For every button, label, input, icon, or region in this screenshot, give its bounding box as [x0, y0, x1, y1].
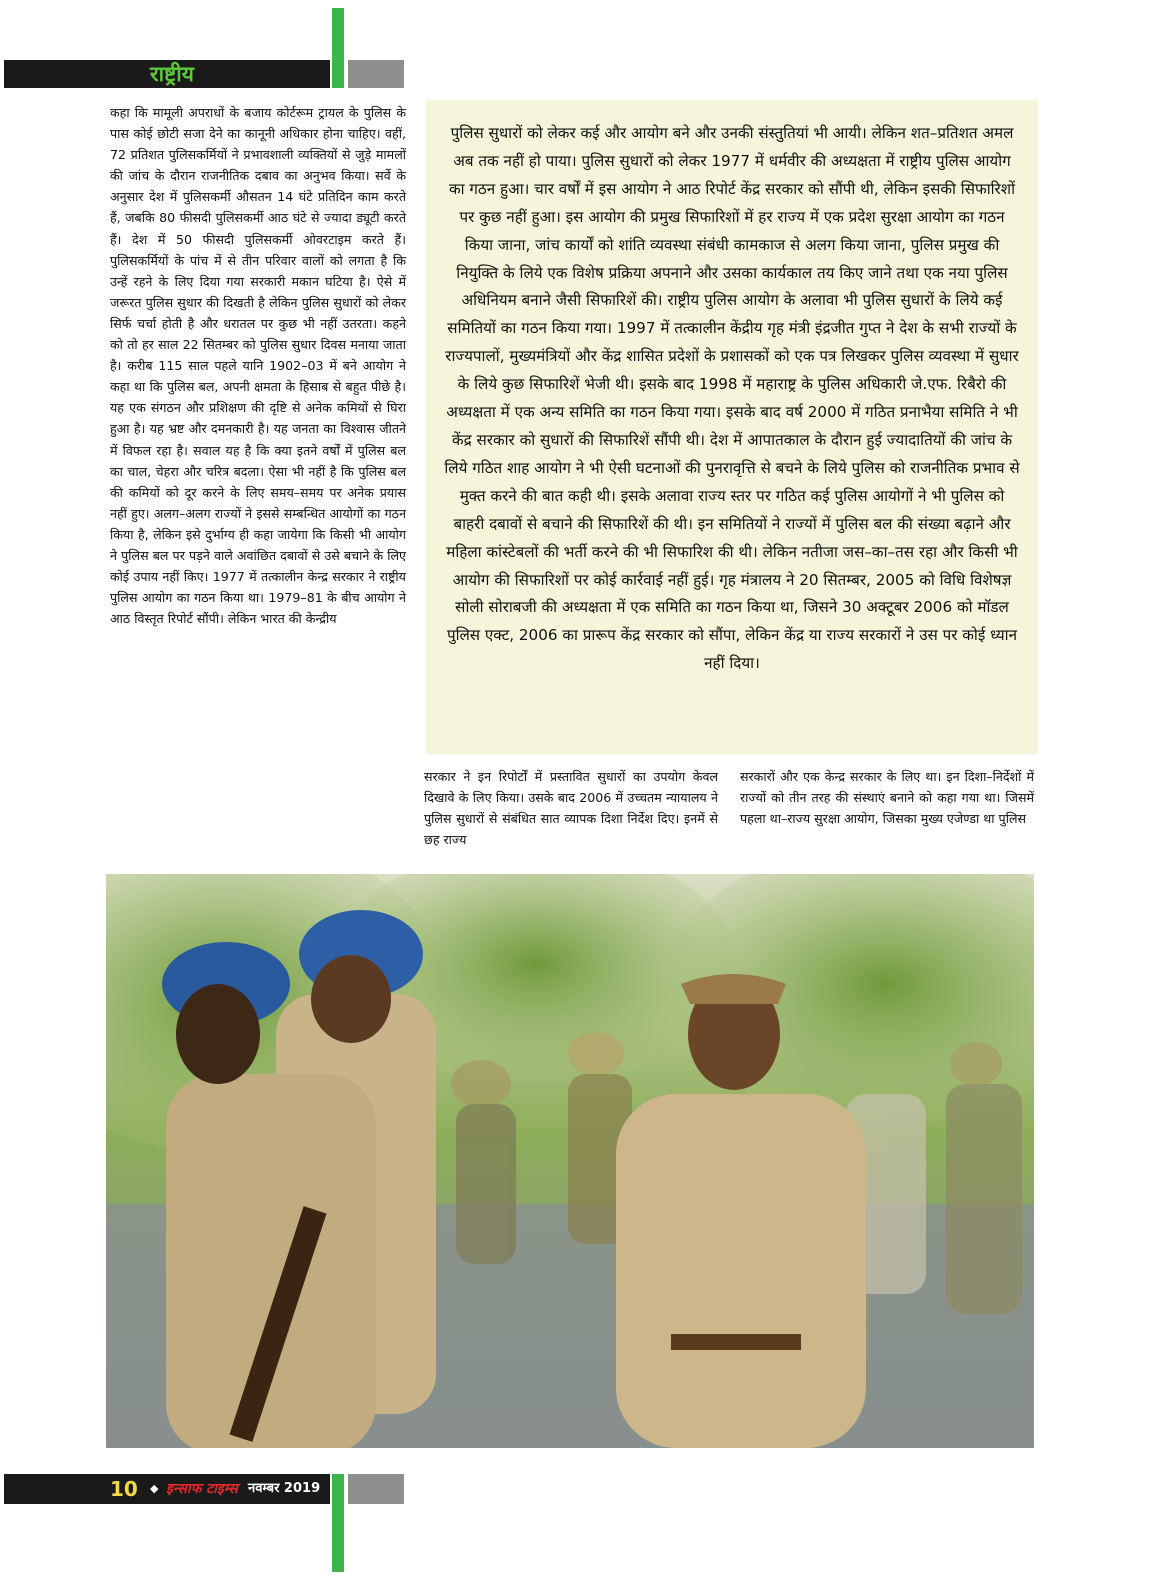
highlight-box	[426, 100, 1038, 754]
magazine-logo: इन्साफ टाइम्स	[166, 1481, 238, 1497]
page-number: 10	[110, 1477, 138, 1501]
footer-green-accent	[332, 1474, 344, 1572]
police-photo	[106, 874, 1034, 1448]
highlight-box-text: पुलिस सुधारों को लेकर कई और आयोग बने और उनकी संस्तुतियां भी आयी। लेकिन शत–प्रतिशत अमल अब तक नहीं हो पाया। पुलिस सुधारों को लेकर 1977 में धर्मवीर की अध्यक्षता में राष्ट्रीय पुलिस आयोग का गठन हुआ। चार वर्षों में इस आयोग ने आठ रिपोर्ट केंद्र सरकार को सौंपी थी, लेकिन इसकी सिफारिशों पर कुछ नहीं हुआ। इस आयोग की प्रमुख सिफारिशों में हर राज्य में एक प्रदेश सुरक्षा आयोग का गठन किया जाना, जांच कार्यों को शांति व्यवस्था संबंधी कामकाज से अलग किया जाना, पुलिस प्रमुख की नियुक्ति के लिये एक विशेष प्रक्रिया अपनाने और उसका कार्यकाल तय किए जाने तथा एक नया पुलिस अधिनियम बनाने जैसी सिफारिशें की। राष्ट्रीय पुलिस आयोग के अलावा भी पुलिस सुधारों के लिये कई समितियों का गठन किया गया। 1997 में तत्कालीन केंद्रीय गृह मंत्री इंद्रजीत गुप्त ने देश के सभी राज्यों के राज्यपालों, मुख्यमंत्रियों और केंद्र शासित प्रदेशों के प्रशासकों को एक पत्र लिखकर पुलिस व्यवस्था में सुधार के लिये कुछ सिफारिशें भेजी थी। इसके बाद 1998 में महाराष्ट्र के पुलिस अधिकारी जे.एफ. रिबैरो की अध्यक्षता में एक अन्य समिति का गठन किया गया। इसके बाद वर्ष 2000 में गठित प्रनाभैया समिति ने भी केंद्र सरकार को सुधारों की सिफारिशें सौंपी थी। देश में आपातकाल के दौरान हुई ज्यादातियों की जांच के लिये गठित शाह आयोग ने भी ऐसी घटनाओं की पुनरावृत्ति से बचने के लिये पुलिस को राजनीतिक प्रभाव से मुक्त करने की बात कही थी। इसके अलावा राज्य स्तर पर गठित कई पुलिस आयोगों ने भी पुलिस को बाहरी दबावों से बचाने की सिफारिशें की थी। इन समितियों ने राज्यों में पुलिस बल की संख्या बढ़ाने और महिला कांस्टेबलों की भर्ती करने की भी सिफारिश की थी। लेकिन नतीजा जस–का–तस रहा और किसी भी आयोग की सिफारिशों पर कोई कार्रवाई नहीं हुई। गृह मंत्रालय ने 20 सितम्बर, 2005 को विधि विशेषज्ञ सोली सोराबजी की अध्यक्षता में एक समिति का गठन किया था, जिसने 30 अक्टूबर 2006 को मॉडल पुलिस एक्ट, 2006 का प्रारूप केंद्र सरकार को सौंपा, लेकिन केंद्र या राज्य सरकारों ने उस पर कोई ध्यान नहीं दिया।	[444, 124, 1020, 673]
footer-separator: ◆	[150, 1482, 159, 1495]
footer-grey-block	[348, 1474, 404, 1504]
issue-date: नवम्बर 2019	[248, 1481, 321, 1496]
header-green-accent	[332, 8, 344, 88]
section-title: राष्ट्रीय	[150, 62, 194, 86]
left-column-text: कहा कि मामूली अपराधों के बजाय कोर्टरूम ट्रायल के पुलिस के पास कोई छोटी सजा देने का कानूनी अधिकार होना चाहिए। वहीं, 72 प्रतिशत पुलिसकर्मियों ने प्रभावशाली व्यक्तियों से जुड़े मामलों की जांच के दौरान राजनीतिक दबाव का अनुभव किया। सर्वे के अनुसार देश में पुलिसकर्मी औसतन 14 घंटे प्रतिदिन काम करते हैं, जबकि 80 फीसदी पुलिसकर्मी आठ घंटे से ज्यादा ड्यूटी करते हैं। देश में 50 फीसदी पुलिसकर्मी ओवरटाइम करते हैं। पुलिसकर्मियों के पांच में से तीन परिवार वालों को लगता है कि उन्हें रहने के लिए दिया गया सरकारी मकान घटिया है। ऐसे में जरूरत पुलिस सुधार की दिखती है लेकिन पुलिस सुधारों को लेकर सिर्फ चर्चा होती है और धरातल पर कुछ भी नहीं उतरता। कहने को तो हर साल 22 सितम्बर को पुलिस सुधार दिवस मनाया जाता है। करीब 115 साल पहले यानि 1902–03 में बने आयोग ने कहा था कि पुलिस बल, अपनी क्षमता के हिसाब से बहुत पीछे है। यह एक संगठन और प्रशिक्षण की दृष्टि से अनेक कमियों से घिरा हुआ है। यह भ्रष्ट और दमनकारी है। यह जनता का विश्वास जीतने में विफल रहा है। सवाल यह है कि क्या इतने वर्षों में पुलिस बल का चाल, चेहरा और चरित्र बदला। ऐसा भी नहीं है कि पुलिस बल की कमियों को दूर करने के लिए समय–समय पर अनेक प्रयास नहीं हुए। अलग–अलग राज्यों ने इससे सम्बन्धित आयोगों का गठन किया है, लेकिन इसे दुर्भाग्य ही कहा जायेगा कि किसी भी आयोग ने पुलिस बल पर पड़ने वाले अवांछित दबावों से उसे बचाने के लिए कोई उपाय नहीं किए। 1977 में तत्कालीन केन्द्र सरकार ने राष्ट्रीय पुलिस आयोग का गठन किया था। 1979–81 के बीच आयोग ने आठ विस्तृत रिपोर्ट सौंपी। लेकिन भारत की केन्द्रीय	[110, 105, 406, 627]
article-right-column: सरकारों और एक केन्द्र सरकार के लिए था। इन दिशा–निर्देशों में राज्यों को तीन तरह की संस्थाएं बनाने को कहा गया था। जिसमें पहला था–राज्य सुरक्षा आयोग, जिसका मुख्य एजेण्डा था पुलिस	[740, 769, 1034, 827]
article-middle-column: सरकार ने इन रिपोर्टों में प्रस्तावित सुधारों का उपयोग केवल दिखावे के लिए किया। उसके बाद 2006 में उच्चतम न्यायालय ने पुलिस सुधारों से संबंधित सात व्यापक दिशा निर्देश दिए। इनमें से छह राज्य	[424, 769, 718, 848]
footer-bar	[4, 1474, 330, 1504]
header-grey-block	[348, 60, 404, 88]
article-left-column	[110, 102, 406, 629]
